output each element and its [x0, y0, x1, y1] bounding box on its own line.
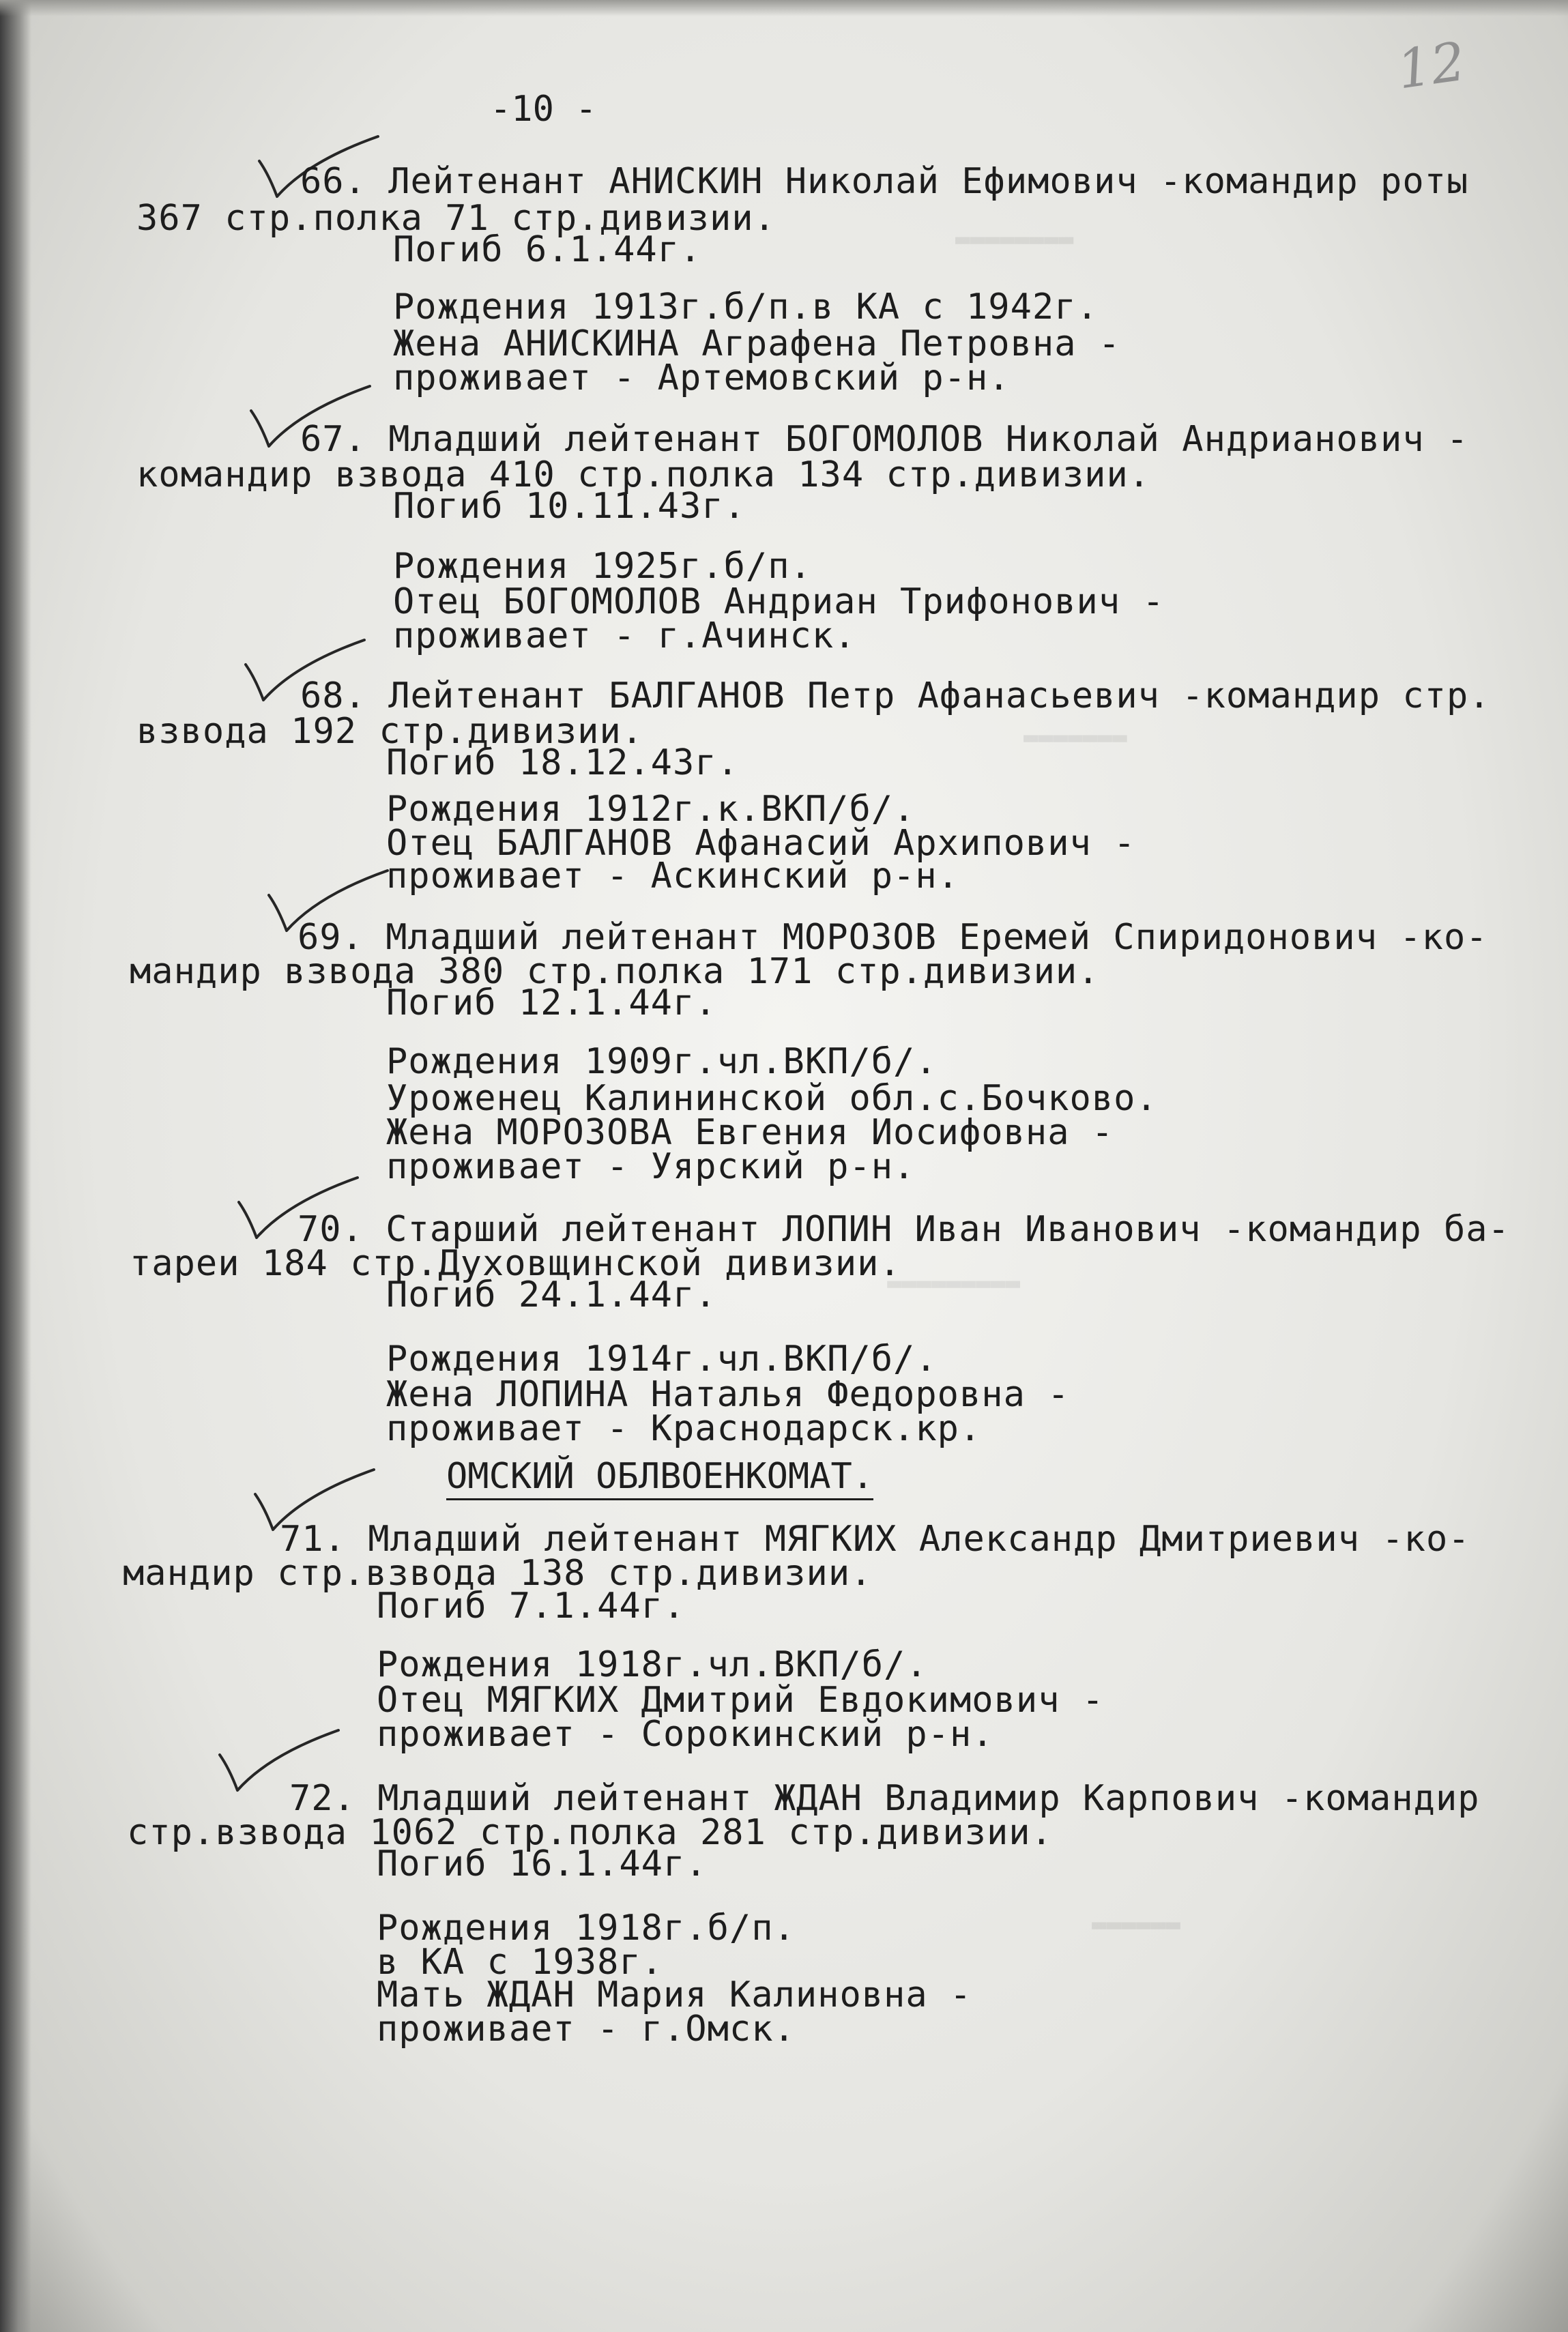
bleed-through-mark: ▬▬▬▬▬▬▬▬ — [955, 225, 1074, 253]
entry-69-line-4: Рождения 1909г.чл.ВКП/б/. — [386, 1041, 938, 1082]
entry-70-line-3: Погиб 24.1.44г. — [386, 1274, 717, 1315]
section-heading: ОМСКИЙ ОБЛВОЕНКОМАТ. — [446, 1456, 873, 1500]
entry-71-line-3: Погиб 7.1.44г. — [377, 1586, 686, 1627]
entry-72-line-6: Мать ЖДАН Мария Калиновна - — [377, 1974, 972, 2015]
entry-72-line-1: 72. Младший лейтенант ЖДАН Владимир Карпович -командир — [289, 1778, 1480, 1819]
entry-68-line-4: Рождения 1912г.к.ВКП/б/. — [386, 789, 916, 830]
scan-edge-top — [0, 0, 1568, 16]
entry-70-line-2: тареи 184 стр.Духовщинской дивизии. — [130, 1243, 901, 1284]
entry-68-line-3: Погиб 18.12.43г. — [386, 742, 739, 783]
entry-69-line-2: мандир взвода 380 стр.полка 171 стр.дивизии. — [130, 951, 1100, 992]
entry-72-line-7: проживает - г.Омск. — [377, 2009, 796, 2050]
entry-69-line-6: Жена МОРОЗОВА Евгения Иосифовна - — [386, 1112, 1114, 1153]
entry-68-line-2: взвода 192 стр.дивизии. — [136, 711, 644, 752]
entry-67-line-3: Погиб 10.11.43г. — [393, 486, 746, 527]
archive-page-stamp: 12 — [1393, 31, 1470, 102]
entry-71-line-1: 71. Младший лейтенант МЯГКИХ Александр Дмитриевич -ко- — [280, 1519, 1470, 1560]
entry-66-line-4: Рождения 1913г.б/п.в КА с 1942г. — [393, 287, 1099, 327]
entry-67-line-4: Рождения 1925г.б/п. — [393, 546, 812, 587]
entry-71-line-6: проживает - Сорокинский р-н. — [377, 1714, 994, 1755]
bleed-through-mark: ▬▬▬▬▬▬▬▬▬ — [887, 1269, 1021, 1297]
entry-67-line-1: 67. Младший лейтенант БОГОМОЛОВ Николай Андрианович - — [300, 419, 1469, 460]
entry-70-line-1: 70. Старший лейтенант ЛОПИН Иван Иванович -командир ба- — [297, 1209, 1510, 1250]
entry-66-line-2: 367 стр.полка 71 стр.дивизии. — [136, 198, 776, 239]
entry-69-line-3: Погиб 12.1.44г. — [386, 982, 717, 1023]
entry-66-line-1: 66. Лейтенант АНИСКИН Николай Ефимович -командир роты — [300, 161, 1469, 202]
entry-69-line-1: 69. Младший лейтенант МОРОЗОВ Еремей Спиридонович -ко- — [297, 917, 1488, 958]
entry-72-line-4: Рождения 1918г.б/п. — [377, 1908, 796, 1949]
entry-70-line-4: Рождения 1914г.чл.ВКП/б/. — [386, 1339, 938, 1380]
entry-72-line-2: стр.взвода 1062 стр.полка 281 стр.дивизии. — [127, 1812, 1053, 1853]
page-number: -10 - — [490, 89, 597, 130]
entry-67-line-6: проживает - г.Ачинск. — [393, 615, 856, 656]
bleed-through-mark: ▬▬▬▬▬▬▬ — [1023, 723, 1127, 751]
entry-71-line-2: мандир стр.взвода 138 стр.дивизии. — [123, 1553, 873, 1594]
entry-72-line-5: в КА с 1938г. — [377, 1942, 663, 1983]
entry-70-line-6: проживает - Краснодарск.кр. — [386, 1408, 982, 1449]
entry-71-line-5: Отец МЯГКИХ Дмитрий Евдокимович - — [377, 1680, 1105, 1721]
entry-68-line-6: проживает - Аскинский р-н. — [386, 856, 959, 897]
entry-67-line-2: командир взвода 410 стр.полка 134 стр.дивизии. — [136, 454, 1151, 495]
entry-66-line-6: проживает - Артемовский р-н. — [393, 358, 1011, 398]
entry-70-line-5: Жена ЛОПИНА Наталья Федоровна - — [386, 1374, 1070, 1415]
scan-edge-left — [0, 0, 31, 2332]
entry-69-line-7: проживает - Уярский р-н. — [386, 1146, 916, 1187]
entry-68-line-5: Отец БАЛГАНОВ Афанасий Архипович - — [386, 823, 1136, 864]
entry-68-line-1: 68. Лейтенант БАЛГАНОВ Петр Афанасьевич -командир стр. — [300, 675, 1491, 716]
entry-72-line-3: Погиб 16.1.44г. — [377, 1843, 708, 1884]
entry-66-line-5: Жена АНИСКИНА Аграфена Петровна - — [393, 323, 1121, 364]
entry-69-line-5: Уроженец Калининской обл.с.Бочково. — [386, 1078, 1158, 1119]
entry-66-line-3: Погиб 6.1.44г. — [393, 229, 702, 270]
bleed-through-mark: ▬▬▬▬▬▬ — [1092, 1910, 1181, 1938]
entry-71-line-4: Рождения 1918г.чл.ВКП/б/. — [377, 1644, 928, 1685]
entry-67-line-5: Отец БОГОМОЛОВ Андриан Трифонович - — [393, 581, 1165, 622]
